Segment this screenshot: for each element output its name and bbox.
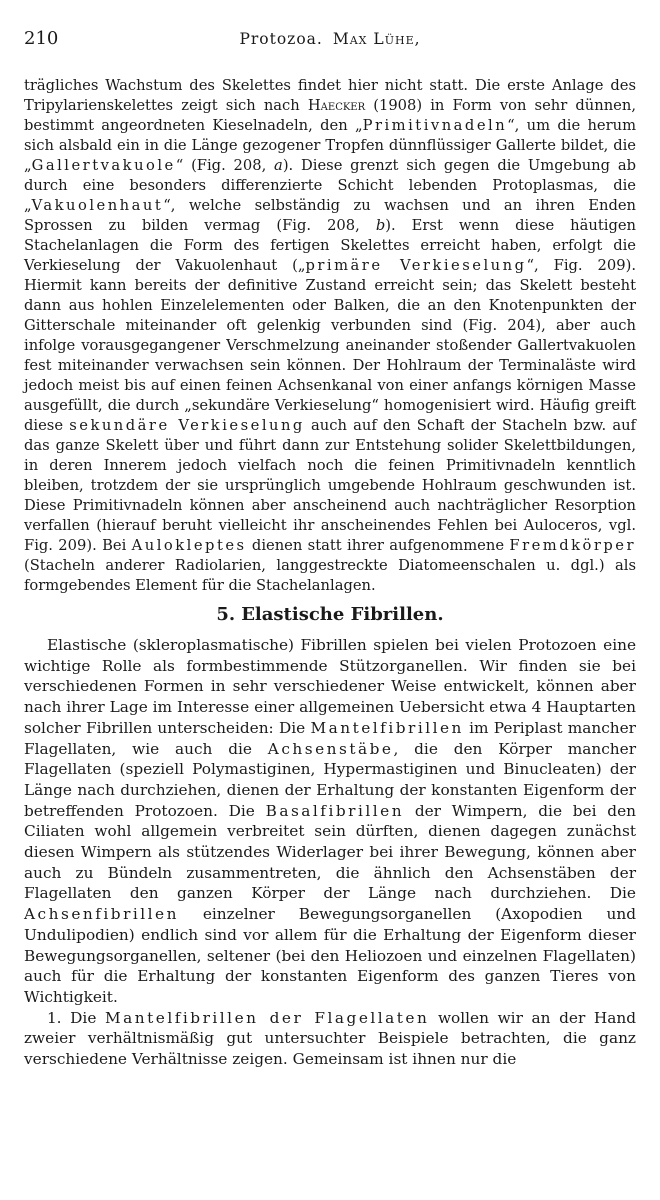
author-name: Max Lühe, xyxy=(332,30,421,48)
figure-ref-a: a xyxy=(274,157,283,174)
term-gallertvakuole: Gallertvakuole xyxy=(31,157,176,174)
paragraph-skeleton-development: trägliches Wachstum des Skelettes findet hier nicht statt. Die erste Anlage des Tripylarienskelettes zeigt sich nach Haecker (1908) in Form von sehr dünnen, bestimmt angeordneten Kieselnadeln, den „Primitivnadeln“, um die herum sich alsbald ein in die Länge gezogener Tropfen dünnflüssiger Gallerte bildet, die „Gallertvakuole“ (Fig. 208, a). Diese grenzt sich gegen die Umgebung ab durch eine besonders differenzierte Schicht lebenden Protoplasmas, die „Vakuolenhaut“, welche selbständig zu wachsen und an ihren Enden Sprossen zu bilden vermag (Fig. 208, b). Erst wenn diese häutigen Stachelanlagen die Form des fertigen Skelettes erreicht haben, erfolgt die Verkieselung der Vakuolenhaut („primäre Verkieselung“, Fig. 209). Hiermit kann bereits der definitive Zustand erreicht sein; das Skelett besteht dann aus hohlen Einzelelementen oder Balken, die an den Knotenpunkten der Gitterschale miteinander oft gelenkig verbunden sind (Fig. 204), aber auch infolge vorausgegangener Verschmelzung aneinander stoßender Gallertvakuolen fest miteinander verwachsen sein können. Der Hohlraum der Terminaläste wird jedoch meist bis auf einen feinen Achsenkanal von einer anfangs körnigen Masse ausgefüllt, die durch „sekundäre Verkieselung“ homogenisiert wird. Häufig greift diese sekundäre Verkieselung auch auf den Schaft der Stacheln bzw. auf das ganze Skelett über und führt dann zur Entstehung solider Skelettbildungen, in deren Innerem jedoch vielfach noch die feinen Primitivnadeln kenntlich bleiben, trotzdem der sie ursprünglich umgebende Hohlraum geschwunden ist. Diese Primitivnadeln können aber anscheinend auch nachträglicher Resorption verfallen (hierauf beruht vielleicht ihr anscheinendes Fehlen bei Auloceros, vgl. Fig. 209). Bei Aulokleptes dienen statt ihrer aufgenommene Fremdkörper (Stacheln anderer Radiolarien, langgestreckte Diatomeenschalen u. dgl.) als formgebendes Element für die Stachelanlagen. xyxy=(24,77,637,594)
term-primaere-verkieselung: primäre Verkieselung xyxy=(305,257,527,274)
section-number: 5. xyxy=(216,604,236,625)
term-mantelfibrillen-flagellaten: Mantelfibrillen der Flagellaten xyxy=(105,1008,430,1027)
term-fremdkoerper: Fremdkörper xyxy=(509,537,636,554)
running-head xyxy=(84,30,636,48)
term-vakuolenhaut: Vakuolenhaut xyxy=(31,197,164,214)
section-heading xyxy=(24,603,636,627)
term-aulokleptes: Aulokleptes xyxy=(131,537,247,554)
term-basalfibrillen: Basalfibrillen xyxy=(265,801,405,820)
running-title: Protozoa. xyxy=(239,30,323,48)
paragraph-elastic-fibrils: Elastische (skleroplasmatische) Fibrillen spielen bei vielen Protozoen eine wichtige Rolle als formbestimmende Stützorganellen. Wir finden sie bei verschiedenen Formen in sehr verschiedener Weise entwickelt, können aber nach ihrer Lage im Interesse einer allgemeinen Uebersicht etwa 4 Hauptarten solcher Fibrillen unterscheiden: Die Mantelfibrillen im Periplast mancher Flagellaten, wie auch die Achsenstäbe, die den Körper mancher Flagellaten (speziell Polymastiginen, Hypermastiginen und Binucleaten) der Länge nach durchziehen, dienen der Erhaltung der konstanten Eigenform der betreffenden Protozoen. Die Basalfibrillen der Wimpern, die bei den Ciliaten wohl allgemein verbreitet sein dürften, dienen dagegen zunächst diesen Wimpern als stützendes Widerlager bei ihrer Bewegung, können aber auch zu Bündeln zusammentreten, die ähnlich den Achsenstäben der Flagellaten den ganzen Körper der Länge nach durchziehen. Die Achsenfibrillen einzelner Bewegungsorganellen (Axopodien und Undulipodien) endlich sind vor allem für die Erhaltung der Eigenform dieser Bewegungsorganellen, seltener (bei den Heliozoen und einzelnen Flagellaten) auch für die Erhaltung der konstanten Eigenform des ganzen Tieres von Wichtigkeit. xyxy=(24,636,637,1006)
term-achsenstaebe: Achsenstäbe xyxy=(267,739,394,758)
name-haecker: Haecker xyxy=(307,97,366,114)
term-achsenfibrillen: Achsenfibrillen xyxy=(24,905,179,924)
page-number: 210 xyxy=(24,28,59,49)
page-header xyxy=(24,28,636,58)
term-primitivnadeln: Primitivnadeln xyxy=(362,117,508,134)
term-sekundaere-verkieselung: sekundäre Verkieselung xyxy=(69,417,305,434)
section-title: Elastische Fibrillen. xyxy=(241,604,444,625)
term-mantelfibrillen: Mantelfibrillen xyxy=(310,718,464,737)
figure-ref-b: b xyxy=(375,217,386,234)
paragraph-mantelfibrillen-flagellaten: 1. Die Mantelfibrillen der Flagellaten wollen wir an der Hand zweier verhältnismäßig gut untersuchter Beispiele betrachten, die ganz verschiedene Verhältnisse zeigen. Gemeinsam ist ihnen nur die xyxy=(24,1008,636,1069)
